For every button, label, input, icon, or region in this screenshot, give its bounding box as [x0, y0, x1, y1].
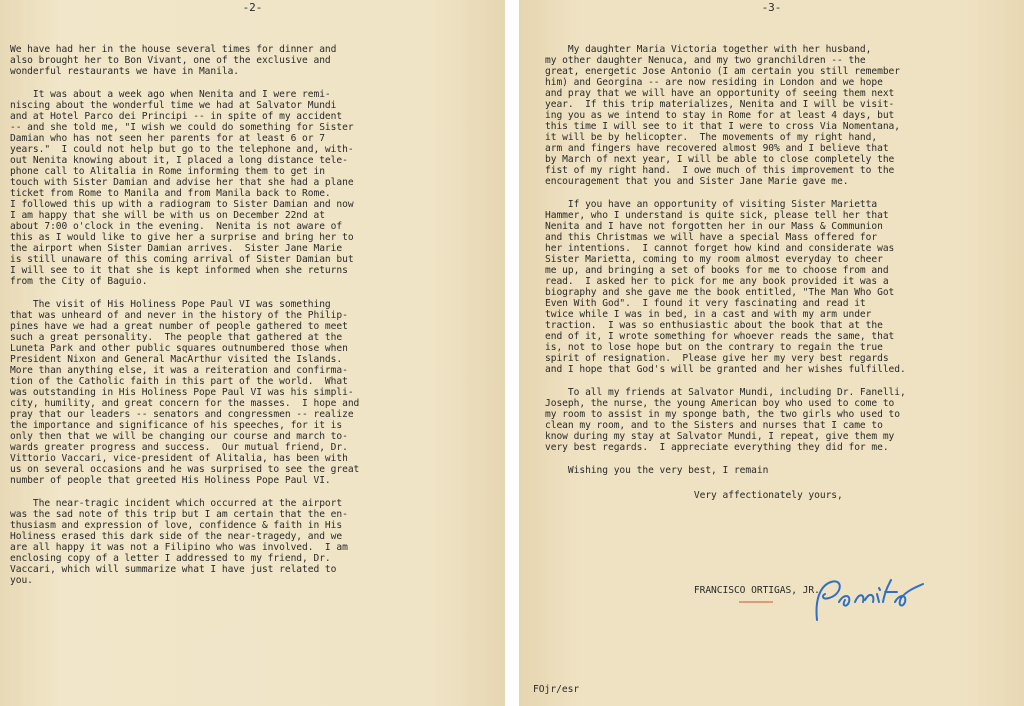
paragraph: It was about a week ago when Nenita and I were remi- niscing about the wonderful time we had at Salvator Mundi and at Hotel Parco dei Principi -- in spite of my accident -- and she told me, "I wish we could do something for Sister Damian who has not seen her parents for at least 6 or 7 years." I could not help but go to the telephone and, with- out Nenita knowing about it, I placed a long distance tele- phone call to Alitalia in Rome informing them to get in touch with Sister Damian and advise her that she had a plane ticket from Rome to Manila and from Manila back to Rome. I followed this up with a radiogram to Sister Damian and now I am happy that she will be with us on December 22nd at about 7:00 o'clock in the evening. Nenita is not aware of this as I would like to give her a surprise and bring her to the airport when Sister Damian arrives. Sister Jane Marie is still unaware of this coming arrival of Sister Damian but I will see to it that she is kept informed when she returns from the City of Baguio. — [10, 89, 354, 287]
handwritten-signature — [809, 572, 929, 632]
page-body — [10, 44, 491, 598]
paragraph: The visit of His Holiness Pope Paul VI was something that was unheard of and never in the history of the Philip- pines have we had a great number of people gathered to meet such a great personality. The people that gathered at the Luneta Park and other public squares outnumbered those when President Nixon and General MacArthur visited the Islands. More than anything else, it was a reiteration and confirma- tion of the Catholic faith in this part of the world. What was outstanding in His Holiness Pope Paul VI was his simpli- city, humility, and great concern for the masses. I hope and pray that our leaders -- senators and congressmen -- realize the importance and significance of his speeches, for it is only then that we will be changing our course and march to- wards greater progress and success. Our mutual friend, Dr. Vittorio Vaccari, vice-president of Alitalia, has been with us on several occasions and he was surprised to see the great number of people that greeted His Holiness Pope Paul VI. — [10, 299, 360, 486]
page-body — [545, 44, 1010, 596]
paragraph: To all my friends at Salvator Mundi, including Dr. Fanelli, Joseph, the nurse, the young American boy who used to come to my room to assist in my sponge bath, the two girls who used to clean my room, and to the Sisters and nurses that I came to know during my stay at Salvator Mundi, I repeat, give them my very best regards. I appreciate everything they did for me. — [545, 387, 906, 453]
paragraph: We have had her in the house several times for dinner and also brought her to Bon Vivant, one of the exclusive and wonderful restaurants we have in Manila. — [10, 44, 337, 77]
ink-mark — [739, 601, 773, 603]
signer-name: FRANCISCO ORTIGAS, JR. — [545, 585, 820, 596]
paragraph: If you have an opportunity of visiting Sister Marietta Hammer, who I understand is quite sick, please tell her that Nenita and I have not forgotten her in our Mass & Communion and this Christmas we will have a special Mass offered for her intentions. I cannot forget how kind and considerate was Sister Marietta, coming to my room almost everyday to cheer me up, and bringing a set of books for me to choose from and read. I asked her to pick for me any book provided it was a biography and she gave me the book entitled, "The Man Who Got Even With God". I found it very fascinating and read it twice while I was in bed, in a cast and with my arm under traction. I was so enthusiastic about the book that at the end of it, I wrote something for whoever reads the same, that is, not to lose hope but on the contrary to regain the true spirit of resignation. Please give her my very best regards and I hope that God's will be granted and her wishes fulfilled. — [545, 199, 906, 375]
typist-initials: FOjr/esr — [533, 684, 580, 695]
paragraph: My daughter Maria Victoria together with her husband, my other daughter Nenuca, and my two granchildren -- the great, energetic Jose Antonio (I am certain you still remember him) and Georgina -- are now residing in London and we hope and pray that we will have an opportunity of seeing them next year. If this trip materializes, Nenita and I will be visit- ing you as we intend to stay in Rome for at least 4 days, but this time I will see to it that I were to cross Via Nomentana, it will be by helicopter. The movements of my right hand, arm and fingers have recovered almost 90% and I believe that by March of next year, I will be able to close completely the fist of my right hand. I owe much of this improvement to the encouragement that you and Sister Jane Marie gave me. — [545, 44, 901, 187]
closing-line: Very affectionately yours, — [545, 490, 843, 501]
page-number: -2- — [242, 1, 263, 14]
paragraph: Wishing you the very best, I remain — [545, 465, 769, 476]
paragraph: The near-tragic incident which occurred at the airport was the sad note of this trip but I am certain that the en- thusiasm and expression of love, confidence & faith in His Holiness erased this dark side of the near-tragedy, and we are all happy it was not a Filipino who was involved. I am enclosing copy of a letter I addressed to my friend, Dr. Vaccari, which will summarize what I have just related to you. — [10, 498, 348, 586]
letter-page-3 — [519, 0, 1024, 706]
letter-page-2 — [0, 0, 505, 706]
page-number: -3- — [761, 1, 782, 14]
